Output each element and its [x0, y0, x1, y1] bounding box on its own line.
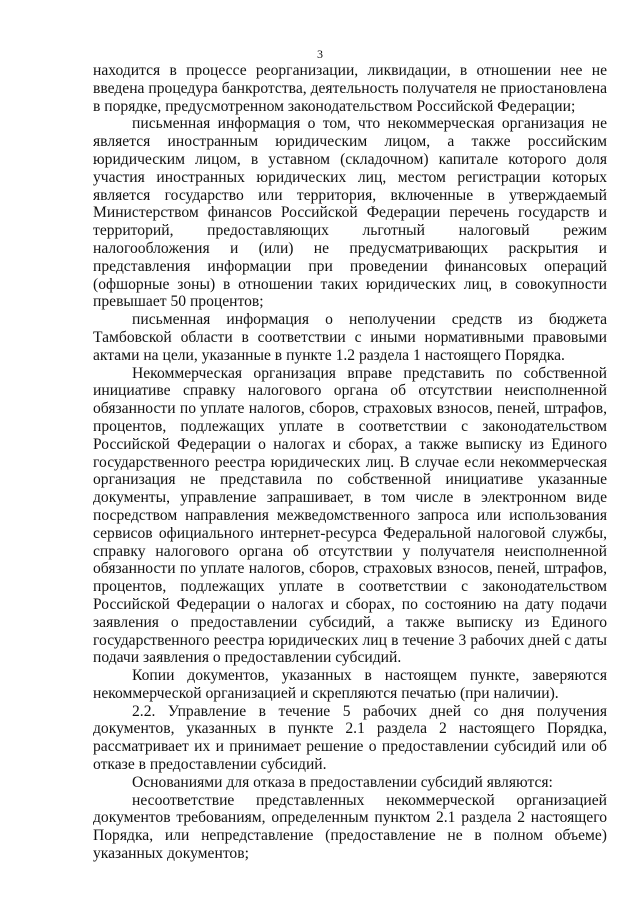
document-body — [93, 62, 607, 863]
page-number: 3 — [317, 47, 323, 61]
paragraph-tax-certificate: Некоммерческая организация вправе представить по собственной инициативе справку налогового органа об отсутствии неисполненной обязанности по уплате налогов, сборов, страховых взносов, пеней, штрафов, процентов, подлежащих уплате в соответствии с законодательством Российской Федерации о налогах и сборах, а также выписку из Единого государственного реестра юридических лиц. В случае если некоммерческая организация не представила по собственной инициативе указанные документы, управление запрашивает, в том числе в электронном виде посредством направления межведомственного запроса или использования сервисов официального интернет-ресурса Федеральной налоговой службы, справку налогового органа об отсутствии у получателя неисполненной обязанности по уплате налогов, сборов, страховых взносов, пеней, штрафов, процентов, подлежащих уплате в соответствии с законодательством Российской Федерации о налогах и сборах, по состоянию на дату подачи заявления о предоставлении субсидий, а также выписку из Единого государственного реестра юридических лиц в течение 3 рабочих дней с даты подачи заявления о предоставлении субсидий. — [93, 364, 607, 667]
paragraph-nonconformity: несоответствие представленных некоммерческой организацией документов требованиям, определенным пунктом 2.1 раздела 2 настоящего Порядка, или непредставление (предоставление не в полном объеме) указанных документов; — [93, 791, 607, 863]
paragraph-refusal-grounds: Основаниями для отказа в предоставлении субсидий являются: — [132, 773, 553, 791]
paragraph-continuation: находится в процессе реорганизации, ликвидации, в отношении нее не введена процедура банкротства, деятельность получателя не приостановлена в порядке, предусмотренном законодательством Российской Федерации; — [93, 62, 607, 115]
paragraph-offshore-info: письменная информация о том, что некоммерческая организация не является иностранным юридическим лицом, а также российским юридическим лицом, в уставном (складочном) капитале которого доля участия иностранных юридических лиц, местом регистрации которых является государство или территория, включенные в утверждаемый Министерством финансов Российской Федерации перечень государств и территорий, предоставляющих льготный налоговый режим налогообложения и (или) не предусматривающих раскрытия и представления информации при проведении финансовых операций (офшорные зоны) в отношении таких юридических лиц, в совокупности превышает 50 процентов; — [93, 115, 607, 311]
paragraph-section-2-2: 2.2. Управление в течение 5 рабочих дней со дня получения документов, указанных в пункте 2.1 раздела 2 настоящего Порядка, рассматривает их и принимает решение о предоставлении субсидий или об отказе в предоставлении субсидий. — [93, 702, 607, 774]
paragraph-no-budget-funds: письменная информация о неполучении средств из бюджета Тамбовской области в соответствии с иными нормативными правовыми актами на цели, указанные в пункте 1.2 раздела 1 настоящего Порядка. — [93, 311, 607, 364]
paragraph-document-copies: Копии документов, указанных в настоящем пункте, заверяются некоммерческой организацией и скрепляются печатью (при наличии). — [93, 667, 607, 702]
